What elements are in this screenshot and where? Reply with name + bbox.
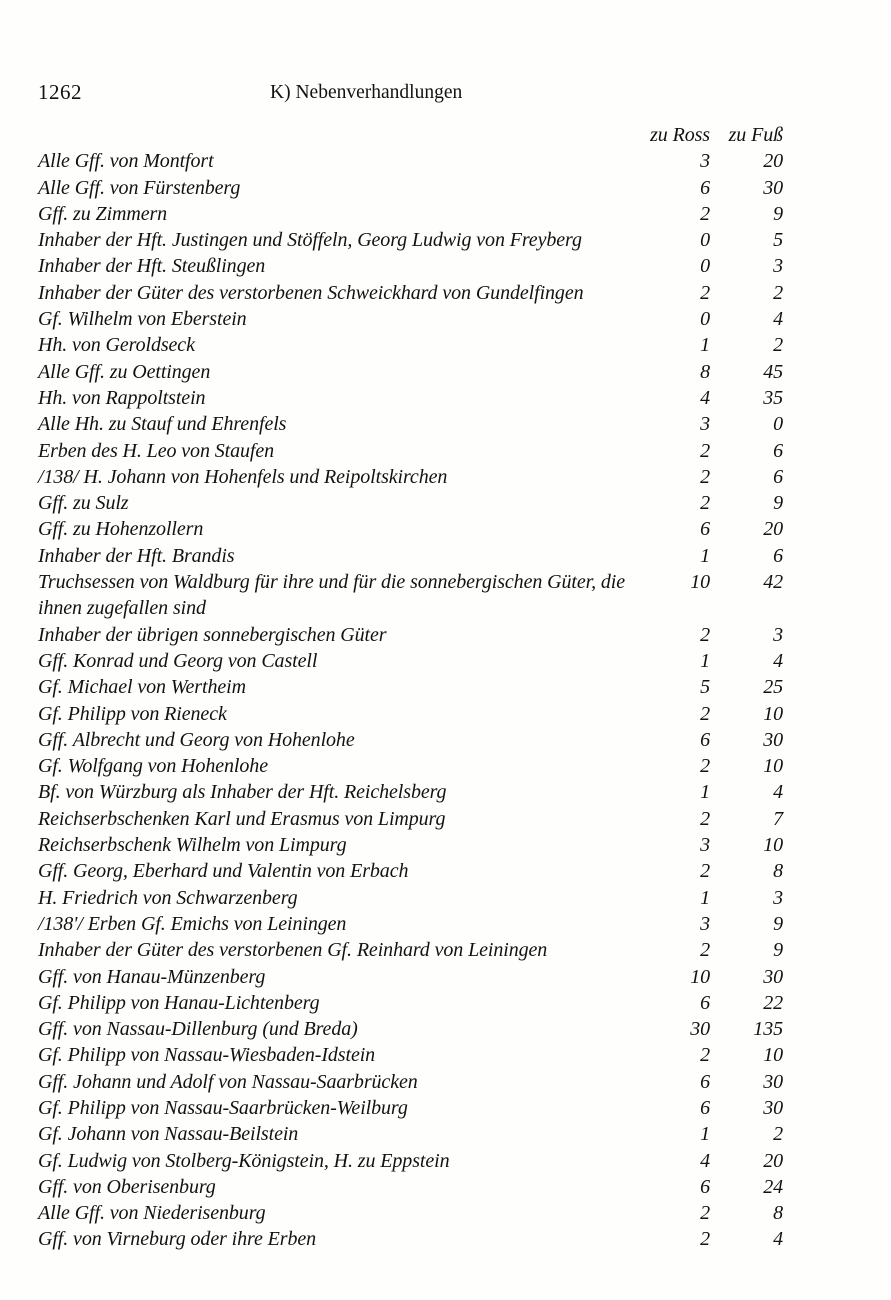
entry-zu-fuss-value: 30 bbox=[763, 176, 783, 199]
entry-zu-ross-value: 2 bbox=[700, 281, 710, 304]
entry-name: Gf. Wilhelm von Eberstein bbox=[38, 308, 247, 331]
entry-name: Alle Hh. zu Stauf und Ehrenfels bbox=[38, 413, 287, 436]
entry-name: Gff. zu Hohenzollern bbox=[38, 518, 204, 541]
table-row bbox=[38, 648, 783, 674]
entry-name: H. Friedrich von Schwarzenberg bbox=[38, 886, 298, 909]
entry-zu-fuss-value: 30 bbox=[763, 965, 783, 988]
entry-name: Inhaber der Güter des verstorbenen Gf. Reinhard von Leiningen bbox=[38, 939, 548, 962]
entry-zu-fuss-value: 3 bbox=[773, 623, 783, 646]
entry-name: Gff. Konrad und Georg von Castell bbox=[38, 649, 318, 672]
entry-zu-fuss-value: 9 bbox=[773, 492, 783, 515]
entry-zu-ross-value: 3 bbox=[700, 834, 710, 857]
table-row bbox=[38, 227, 783, 253]
entry-name: Gf. Philipp von Rieneck bbox=[38, 702, 227, 725]
table-row bbox=[38, 779, 783, 805]
entry-zu-fuss-value: 4 bbox=[773, 781, 783, 804]
entry-zu-fuss-value: 22 bbox=[763, 991, 783, 1014]
entry-zu-fuss-value: 20 bbox=[763, 518, 783, 541]
entry-zu-ross-value: 6 bbox=[700, 728, 710, 751]
contingent-table bbox=[38, 122, 783, 1253]
entry-zu-ross-value: 2 bbox=[700, 1202, 710, 1225]
entry-zu-ross-value: 6 bbox=[700, 176, 710, 199]
entry-zu-fuss-value: 10 bbox=[763, 702, 783, 725]
entry-zu-fuss-value: 20 bbox=[763, 150, 783, 173]
entry-zu-fuss-value: 35 bbox=[763, 386, 783, 409]
table-row bbox=[38, 622, 783, 648]
page-number: 1262 bbox=[38, 80, 82, 104]
entry-zu-ross-value: 0 bbox=[700, 308, 710, 331]
entry-name: Gf. Michael von Wertheim bbox=[38, 676, 246, 699]
entry-zu-fuss-value: 0 bbox=[773, 413, 783, 436]
entry-name: Alle Gff. von Montfort bbox=[38, 150, 214, 173]
entry-zu-ross-value: 2 bbox=[700, 439, 710, 462]
entry-zu-fuss-value: 10 bbox=[763, 755, 783, 778]
entry-zu-fuss-value: 3 bbox=[773, 886, 783, 909]
entry-zu-fuss-value: 25 bbox=[763, 676, 783, 699]
table-row bbox=[38, 253, 783, 279]
entry-name: Erben des H. Leo von Staufen bbox=[38, 439, 275, 462]
entry-zu-fuss-value: 30 bbox=[763, 1070, 783, 1093]
entry-name: Gf. Philipp von Nassau-Saarbrücken-Weilburg bbox=[38, 1096, 408, 1119]
entry-name: /138'/ Erben Gf. Emichs von Leiningen bbox=[38, 912, 347, 935]
entry-name: Hh. von Rappoltstein bbox=[38, 386, 206, 409]
entry-zu-ross-value: 2 bbox=[700, 202, 710, 225]
entry-zu-ross-value: 6 bbox=[700, 1096, 710, 1119]
table-row bbox=[38, 280, 783, 306]
entry-name: Inhaber der Hft. Steußlingen bbox=[38, 255, 266, 278]
table-row bbox=[38, 1174, 783, 1200]
table-row bbox=[38, 990, 783, 1016]
entry-zu-ross-value: 2 bbox=[700, 755, 710, 778]
entry-zu-fuss-value: 135 bbox=[753, 1018, 783, 1041]
table-row bbox=[38, 1148, 783, 1174]
entry-zu-fuss-value: 8 bbox=[773, 860, 783, 883]
entry-name: Gff. Johann und Adolf von Nassau-Saarbrücken bbox=[38, 1070, 418, 1093]
table-row bbox=[38, 1200, 783, 1226]
entry-zu-ross-value: 2 bbox=[700, 702, 710, 725]
entry-zu-ross-value: 2 bbox=[700, 465, 710, 488]
entry-name: Gff. von Hanau-Münzenberg bbox=[38, 965, 266, 988]
table-body bbox=[38, 148, 783, 1252]
table-row bbox=[38, 411, 783, 437]
entry-zu-fuss-value: 42 bbox=[763, 571, 783, 594]
entry-name: Inhaber der übrigen sonnebergischen Güter bbox=[38, 623, 387, 646]
table-row bbox=[38, 674, 783, 700]
entry-zu-fuss-value: 4 bbox=[773, 1228, 783, 1251]
table-row bbox=[38, 832, 783, 858]
table-header-row bbox=[38, 122, 783, 148]
entry-zu-ross-value: 2 bbox=[700, 939, 710, 962]
table-row bbox=[38, 385, 783, 411]
entry-name: Gf. Philipp von Hanau-Lichtenberg bbox=[38, 991, 320, 1014]
entry-name: Gff. Georg, Eberhard und Valentin von Erbach bbox=[38, 860, 409, 883]
entry-name: Alle Gff. von Fürstenberg bbox=[38, 176, 241, 199]
entry-name: Reichserbschenk Wilhelm von Limpurg bbox=[38, 834, 347, 857]
entry-zu-ross-value: 6 bbox=[700, 518, 710, 541]
table-row bbox=[38, 464, 783, 490]
entry-zu-ross-value: 10 bbox=[690, 965, 710, 988]
table-row bbox=[38, 175, 783, 201]
entry-zu-fuss-value: 6 bbox=[773, 544, 783, 567]
entry-name: Gff. zu Zimmern bbox=[38, 202, 168, 225]
entry-zu-fuss-value: 6 bbox=[773, 439, 783, 462]
entry-name: /138/ H. Johann von Hohenfels und Reipoltskirchen bbox=[38, 465, 448, 488]
entry-zu-fuss-value: 10 bbox=[763, 1044, 783, 1067]
table-row bbox=[38, 306, 783, 332]
entry-zu-ross-value: 3 bbox=[700, 150, 710, 173]
entry-zu-ross-value: 4 bbox=[700, 386, 710, 409]
entry-name: Hh. von Geroldseck bbox=[38, 334, 195, 357]
table-row bbox=[38, 1121, 783, 1147]
entry-zu-ross-value: 1 bbox=[700, 544, 710, 567]
entry-name: Gff. zu Sulz bbox=[38, 492, 129, 515]
entry-name: Truchsessen von Waldburg für ihre und für die sonnebergischen Güter, die ihnen zugefallen sind bbox=[38, 571, 626, 620]
entry-zu-fuss-value: 45 bbox=[763, 360, 783, 383]
table-row bbox=[38, 543, 783, 569]
entry-name: Alle Gff. zu Oettingen bbox=[38, 360, 211, 383]
table-row bbox=[38, 701, 783, 727]
entry-zu-fuss-value: 6 bbox=[773, 465, 783, 488]
entry-zu-ross-value: 1 bbox=[700, 1123, 710, 1146]
table-row bbox=[38, 1095, 783, 1121]
entry-zu-fuss-value: 10 bbox=[763, 834, 783, 857]
entry-zu-fuss-value: 3 bbox=[773, 255, 783, 278]
entry-zu-fuss-value: 24 bbox=[763, 1175, 783, 1198]
entry-zu-fuss-value: 30 bbox=[763, 728, 783, 751]
table-row bbox=[38, 148, 783, 174]
entry-zu-ross-value: 8 bbox=[700, 360, 710, 383]
entry-zu-fuss-value: 9 bbox=[773, 202, 783, 225]
entry-name: Inhaber der Hft. Brandis bbox=[38, 544, 235, 567]
entry-zu-ross-value: 2 bbox=[700, 1228, 710, 1251]
entry-zu-fuss-value: 20 bbox=[763, 1149, 783, 1172]
entry-zu-fuss-value: 8 bbox=[773, 1202, 783, 1225]
entry-name: Gff. Albrecht und Georg von Hohenlohe bbox=[38, 728, 355, 751]
entry-zu-ross-value: 2 bbox=[700, 807, 710, 830]
entry-zu-fuss-value: 5 bbox=[773, 229, 783, 252]
table-row bbox=[38, 332, 783, 358]
entry-name: Bf. von Würzburg als Inhaber der Hft. Reichelsberg bbox=[38, 781, 447, 804]
entry-zu-ross-value: 1 bbox=[700, 886, 710, 909]
entry-zu-ross-value: 6 bbox=[700, 1070, 710, 1093]
running-header: K) Nebenverhandlungen bbox=[270, 82, 463, 103]
table-row bbox=[38, 438, 783, 464]
table-row bbox=[38, 937, 783, 963]
table-row bbox=[38, 1226, 783, 1252]
table-row bbox=[38, 1016, 783, 1042]
column-header-zu-ross: zu Ross bbox=[650, 124, 710, 146]
table-row bbox=[38, 858, 783, 884]
table-row bbox=[38, 569, 783, 622]
entry-zu-ross-value: 3 bbox=[700, 413, 710, 436]
entry-zu-ross-value: 1 bbox=[700, 334, 710, 357]
table-row bbox=[38, 1042, 783, 1068]
table-row bbox=[38, 964, 783, 990]
entry-zu-ross-value: 3 bbox=[700, 912, 710, 935]
table-row bbox=[38, 516, 783, 542]
column-header-zu-fuss: zu Fuß bbox=[728, 124, 783, 146]
entry-name: Inhaber der Hft. Justingen und Stöffeln, Georg Ludwig von Freyberg bbox=[38, 229, 582, 252]
entry-zu-fuss-value: 7 bbox=[773, 807, 783, 830]
entry-name: Gf. Philipp von Nassau-Wiesbaden-Idstein bbox=[38, 1044, 376, 1067]
entry-name: Reichserbschenken Karl und Erasmus von Limpurg bbox=[38, 807, 446, 830]
table-row bbox=[38, 727, 783, 753]
entry-name: Gf. Johann von Nassau-Beilstein bbox=[38, 1123, 299, 1146]
table-row bbox=[38, 201, 783, 227]
entry-name: Gf. Wolfgang von Hohenlohe bbox=[38, 755, 268, 778]
entry-zu-fuss-value: 4 bbox=[773, 308, 783, 331]
entry-name: Inhaber der Güter des verstorbenen Schweickhard von Gundelfingen bbox=[38, 281, 584, 304]
table-row bbox=[38, 490, 783, 516]
table-row bbox=[38, 806, 783, 832]
entry-name: Gff. von Nassau-Dillenburg (und Breda) bbox=[38, 1018, 358, 1041]
entry-zu-ross-value: 1 bbox=[700, 649, 710, 672]
entry-zu-ross-value: 1 bbox=[700, 781, 710, 804]
entry-zu-ross-value: 2 bbox=[700, 860, 710, 883]
entry-name: Gf. Ludwig von Stolberg-Königstein, H. zu Eppstein bbox=[38, 1149, 450, 1172]
entry-zu-ross-value: 4 bbox=[700, 1149, 710, 1172]
entry-zu-fuss-value: 2 bbox=[773, 1123, 783, 1146]
entry-zu-ross-value: 0 bbox=[700, 229, 710, 252]
entry-zu-ross-value: 2 bbox=[700, 1044, 710, 1067]
table-row bbox=[38, 885, 783, 911]
entry-zu-ross-value: 2 bbox=[700, 492, 710, 515]
table-row bbox=[38, 359, 783, 385]
entry-zu-fuss-value: 2 bbox=[773, 334, 783, 357]
entry-zu-ross-value: 10 bbox=[690, 571, 710, 594]
entry-zu-fuss-value: 2 bbox=[773, 281, 783, 304]
table-row bbox=[38, 911, 783, 937]
entry-zu-ross-value: 30 bbox=[690, 1018, 710, 1041]
entry-zu-fuss-value: 9 bbox=[773, 939, 783, 962]
table-row bbox=[38, 1069, 783, 1095]
entry-zu-ross-value: 6 bbox=[700, 1175, 710, 1198]
entry-zu-fuss-value: 4 bbox=[773, 649, 783, 672]
entry-zu-ross-value: 2 bbox=[700, 623, 710, 646]
entry-zu-ross-value: 5 bbox=[700, 676, 710, 699]
entry-zu-fuss-value: 9 bbox=[773, 912, 783, 935]
entry-zu-ross-value: 0 bbox=[700, 255, 710, 278]
entry-name: Alle Gff. von Niederisenburg bbox=[38, 1202, 266, 1225]
entry-name: Gff. von Virneburg oder ihre Erben bbox=[38, 1228, 317, 1251]
entry-name: Gff. von Oberisenburg bbox=[38, 1175, 216, 1198]
table-row bbox=[38, 753, 783, 779]
entry-zu-fuss-value: 30 bbox=[763, 1096, 783, 1119]
entry-zu-ross-value: 6 bbox=[700, 991, 710, 1014]
